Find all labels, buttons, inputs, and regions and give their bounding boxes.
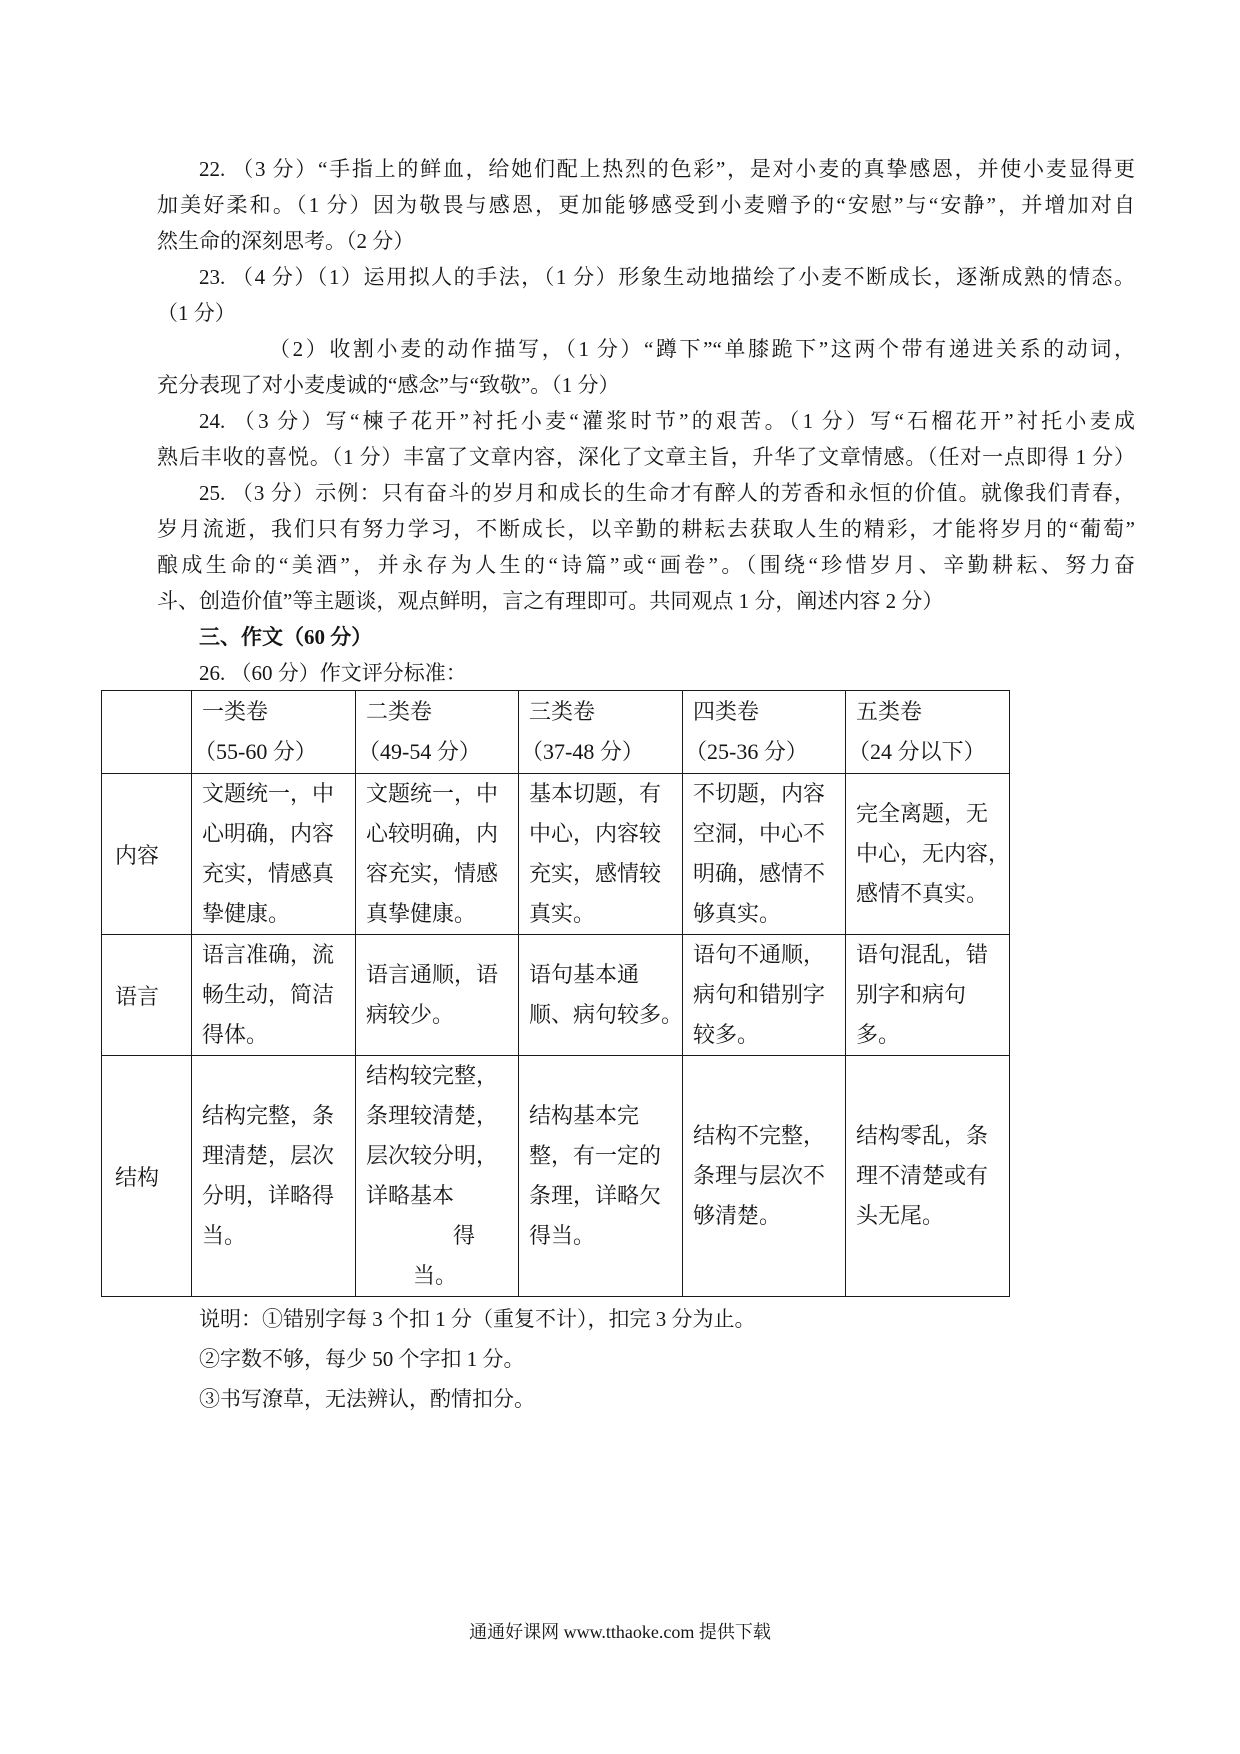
rubric-cell-line: 分明，详略得	[202, 1183, 335, 1208]
rubric-cell-line: 感情不真实。	[856, 881, 989, 906]
rubric-cell-line: 当。	[202, 1223, 247, 1248]
rubric-header-grade-1	[192, 691, 356, 774]
rubric-cell-line: 病句和错别字	[693, 982, 826, 1007]
rubric-header-row	[102, 691, 1010, 774]
rubric-cell-structure-grade-1	[192, 1056, 356, 1297]
rubric-cell-line: 别字和病句	[856, 982, 967, 1007]
rubric-row-label: 内容	[102, 774, 192, 935]
q22-line: 加美好柔和。（1 分）因为敬畏与感恩，更加能够感受到小麦赠予的“安慰”与“安静”，并增加对自	[157, 193, 1135, 217]
essay-question: 26. （60 分）作文评分标准：	[199, 661, 467, 685]
rubric-cell-line: 多。	[856, 1022, 901, 1047]
rubric-row-content	[102, 774, 1010, 935]
answer-text	[157, 151, 1135, 691]
grade-name: 二类卷	[366, 699, 433, 724]
rubric-cell-content-grade-4	[683, 774, 846, 935]
rubric-corner-cell	[102, 691, 192, 774]
rubric-cell-line: 真实。	[529, 901, 596, 926]
rubric-header-grade-4	[683, 691, 846, 774]
rubric-cell-line: 充实，情感真	[202, 861, 335, 886]
rubric-cell-line: 条理与层次不	[693, 1163, 826, 1188]
rubric-cell-line: 语言通顺，语	[366, 962, 499, 987]
rubric-cell-line: 完全离题，无	[856, 801, 989, 826]
rubric-cell-line: 空洞，中心不	[693, 821, 826, 846]
rubric-header-grade-2	[356, 691, 519, 774]
rubric-row-label: 结构	[102, 1056, 192, 1297]
note-line: 说明：①错别字每 3 个扣 1 分（重复不计），扣完 3 分为止。	[199, 1307, 756, 1331]
q24-line: 24. （3 分）写“楝子花开”衬托小麦“灌浆时节”的艰苦。（1 分）写“石榴花开”衬托小麦成	[199, 409, 1135, 433]
rubric-cell-line: 头无尾。	[856, 1203, 945, 1228]
rubric-cell-line: 充实，感情较	[529, 861, 662, 886]
q22-line: 然生命的深刻思考。（2 分）	[157, 229, 415, 253]
rubric-cell-line: 不切题，内容	[693, 781, 826, 806]
q23-line: 23. （4 分）（1）运用拟人的手法，（1 分）形象生动地描绘了小麦不断成长，逐渐成熟的情态。	[199, 265, 1135, 289]
q23-line: （1 分）	[157, 301, 236, 325]
rubric-cell-line: 理不清楚或有	[856, 1163, 989, 1188]
rubric-notes	[157, 1299, 1135, 1419]
rubric-cell-content-grade-5	[846, 774, 1010, 935]
rubric-cell-line: 结构完整，条	[202, 1103, 335, 1128]
rubric-cell-line: 语句不通顺，	[693, 942, 826, 967]
rubric-cell-line: 顺、病句较多。	[529, 1002, 684, 1027]
rubric-cell-structure-grade-2	[356, 1056, 519, 1297]
rubric-cell-language-grade-4	[683, 935, 846, 1056]
rubric-cell-line: 心较明确，内	[366, 821, 499, 846]
rubric-cell-line: 层次较分明，	[366, 1143, 499, 1168]
rubric-cell-line: 基本切题，有	[529, 781, 662, 806]
q25-line: 25. （3 分）示例：只有奋斗的岁月和成长的生命才有醉人的芳香和永恒的价值。就像我们青春，	[199, 481, 1135, 505]
rubric-cell-line: 得体。	[202, 1022, 269, 1047]
rubric-cell-line: 结构较完整，	[366, 1063, 499, 1088]
q22-line: 22. （3 分）“手指上的鲜血，给她们配上热烈的色彩”，是对小麦的真挚感恩，并使小麦显得更	[199, 157, 1135, 181]
rubric-row-label: 语言	[102, 935, 192, 1056]
rubric-cell-line: 整，有一定的	[529, 1143, 662, 1168]
rubric-cell-line: 文题统一，中	[366, 781, 499, 806]
rubric-cell-line: 明确，感情不	[693, 861, 826, 886]
rubric-cell-line: 够真实。	[693, 901, 782, 926]
grade-name: 一类卷	[202, 699, 269, 724]
rubric-cell-line: 结构不完整，	[693, 1123, 826, 1148]
page-footer: 通通好课网 www.tthaoke.com 提供下载	[469, 1622, 771, 1642]
grade-name: 五类卷	[856, 699, 923, 724]
rubric-header-grade-5	[846, 691, 1010, 774]
grade-score-range: （24 分以下）	[848, 739, 986, 764]
q25-line: 岁月流逝，我们只有努力学习，不断成长，以辛勤的耕耘去获取人生的精彩，才能将岁月的“葡萄”	[157, 517, 1135, 541]
rubric-cell-line: 结构基本完	[529, 1103, 640, 1128]
grade-score-range: （25-36 分）	[685, 739, 808, 764]
grade-name: 四类卷	[693, 699, 760, 724]
rubric-cell-line: 中心，无内容，	[856, 841, 1011, 866]
rubric-header-grade-3	[519, 691, 683, 774]
rubric-cell-line: 文题统一，中	[202, 781, 335, 806]
section-heading: 三、作文（60 分）	[199, 625, 373, 649]
rubric-cell-line: 较多。	[693, 1022, 760, 1047]
rubric-cell-language-grade-2	[356, 935, 519, 1056]
note-line: ②字数不够，每少 50 个字扣 1 分。	[199, 1347, 525, 1371]
rubric-cell-line: 条理，详略欠	[529, 1183, 662, 1208]
q24-line: 熟后丰收的喜悦。（1 分）丰富了文章内容，深化了文章主旨，升华了文章情感。（任对一点即得 1 分）	[157, 445, 1135, 469]
rubric-cell-line: 真挚健康。	[366, 901, 477, 926]
rubric-cell-line: 语句混乱，错	[856, 942, 989, 967]
grade-name: 三类卷	[529, 699, 596, 724]
rubric-cell-structure-grade-4	[683, 1056, 846, 1297]
grade-score-range: （55-60 分）	[194, 739, 317, 764]
rubric-row-language	[102, 935, 1010, 1056]
rubric-cell-language-grade-1	[192, 935, 356, 1056]
rubric-cell-line: 条理较清楚，	[366, 1103, 499, 1128]
rubric-cell-line: 病较少。	[366, 1002, 455, 1027]
rubric-cell-language-grade-3	[519, 935, 683, 1056]
rubric-cell-language-grade-5	[846, 935, 1010, 1056]
rubric-cell-line: 中心，内容较	[529, 821, 662, 846]
rubric-cell-structure-grade-5	[846, 1056, 1010, 1297]
q25-line: 酿成生命的“美酒”，并永存为人生的“诗篇”或“画卷”。（围绕“珍惜岁月、辛勤耕耘、努力奋	[157, 553, 1135, 577]
rubric-cell-line: 畅生动，简洁	[202, 982, 335, 1007]
rubric-cell-line: 语言准确，流	[202, 942, 335, 967]
rubric-cell-line: 语句基本通	[529, 962, 640, 987]
rubric-cell-content-grade-2	[356, 774, 519, 935]
rubric-cell-structure-grade-3	[519, 1056, 683, 1297]
scoring-rubric-table	[101, 690, 1010, 1297]
rubric-cell-content-grade-1	[192, 774, 356, 935]
q23-line: （2）收割小麦的动作描写，（1 分）“蹲下”“单膝跪下”这两个带有递进关系的动词，	[269, 337, 1135, 361]
rubric-cell-line: 结构零乱，条	[856, 1123, 989, 1148]
rubric-cell-line: 理清楚，层次	[202, 1143, 335, 1168]
rubric-cell-line: 详略基本	[366, 1183, 455, 1208]
rubric-row-structure	[102, 1056, 1010, 1297]
rubric-cell-line: 心明确，内容	[202, 821, 335, 846]
rubric-cell-line: 挚健康。	[202, 901, 291, 926]
q25-line: 斗、创造价值”等主题谈，观点鲜明，言之有理即可。共同观点 1 分，阐述内容 2 分）	[157, 589, 944, 613]
rubric-cell-content-grade-3	[519, 774, 683, 935]
rubric-cell-line: 够清楚。	[693, 1203, 782, 1228]
grade-score-range: （49-54 分）	[358, 739, 481, 764]
rubric-cell-line: 得当。	[529, 1223, 596, 1248]
q23-line: 充分表现了对小麦虔诚的“感念”与“致敬”。（1 分）	[157, 373, 620, 397]
note-line: ③书写潦草，无法辨认，酌情扣分。	[199, 1387, 535, 1411]
grade-score-range: （37-48 分）	[521, 739, 644, 764]
rubric-cell-line: 容充实，情感	[366, 861, 499, 886]
rubric-cell-line: 得	[453, 1223, 476, 1248]
rubric-cell-line: 当。	[413, 1263, 458, 1288]
